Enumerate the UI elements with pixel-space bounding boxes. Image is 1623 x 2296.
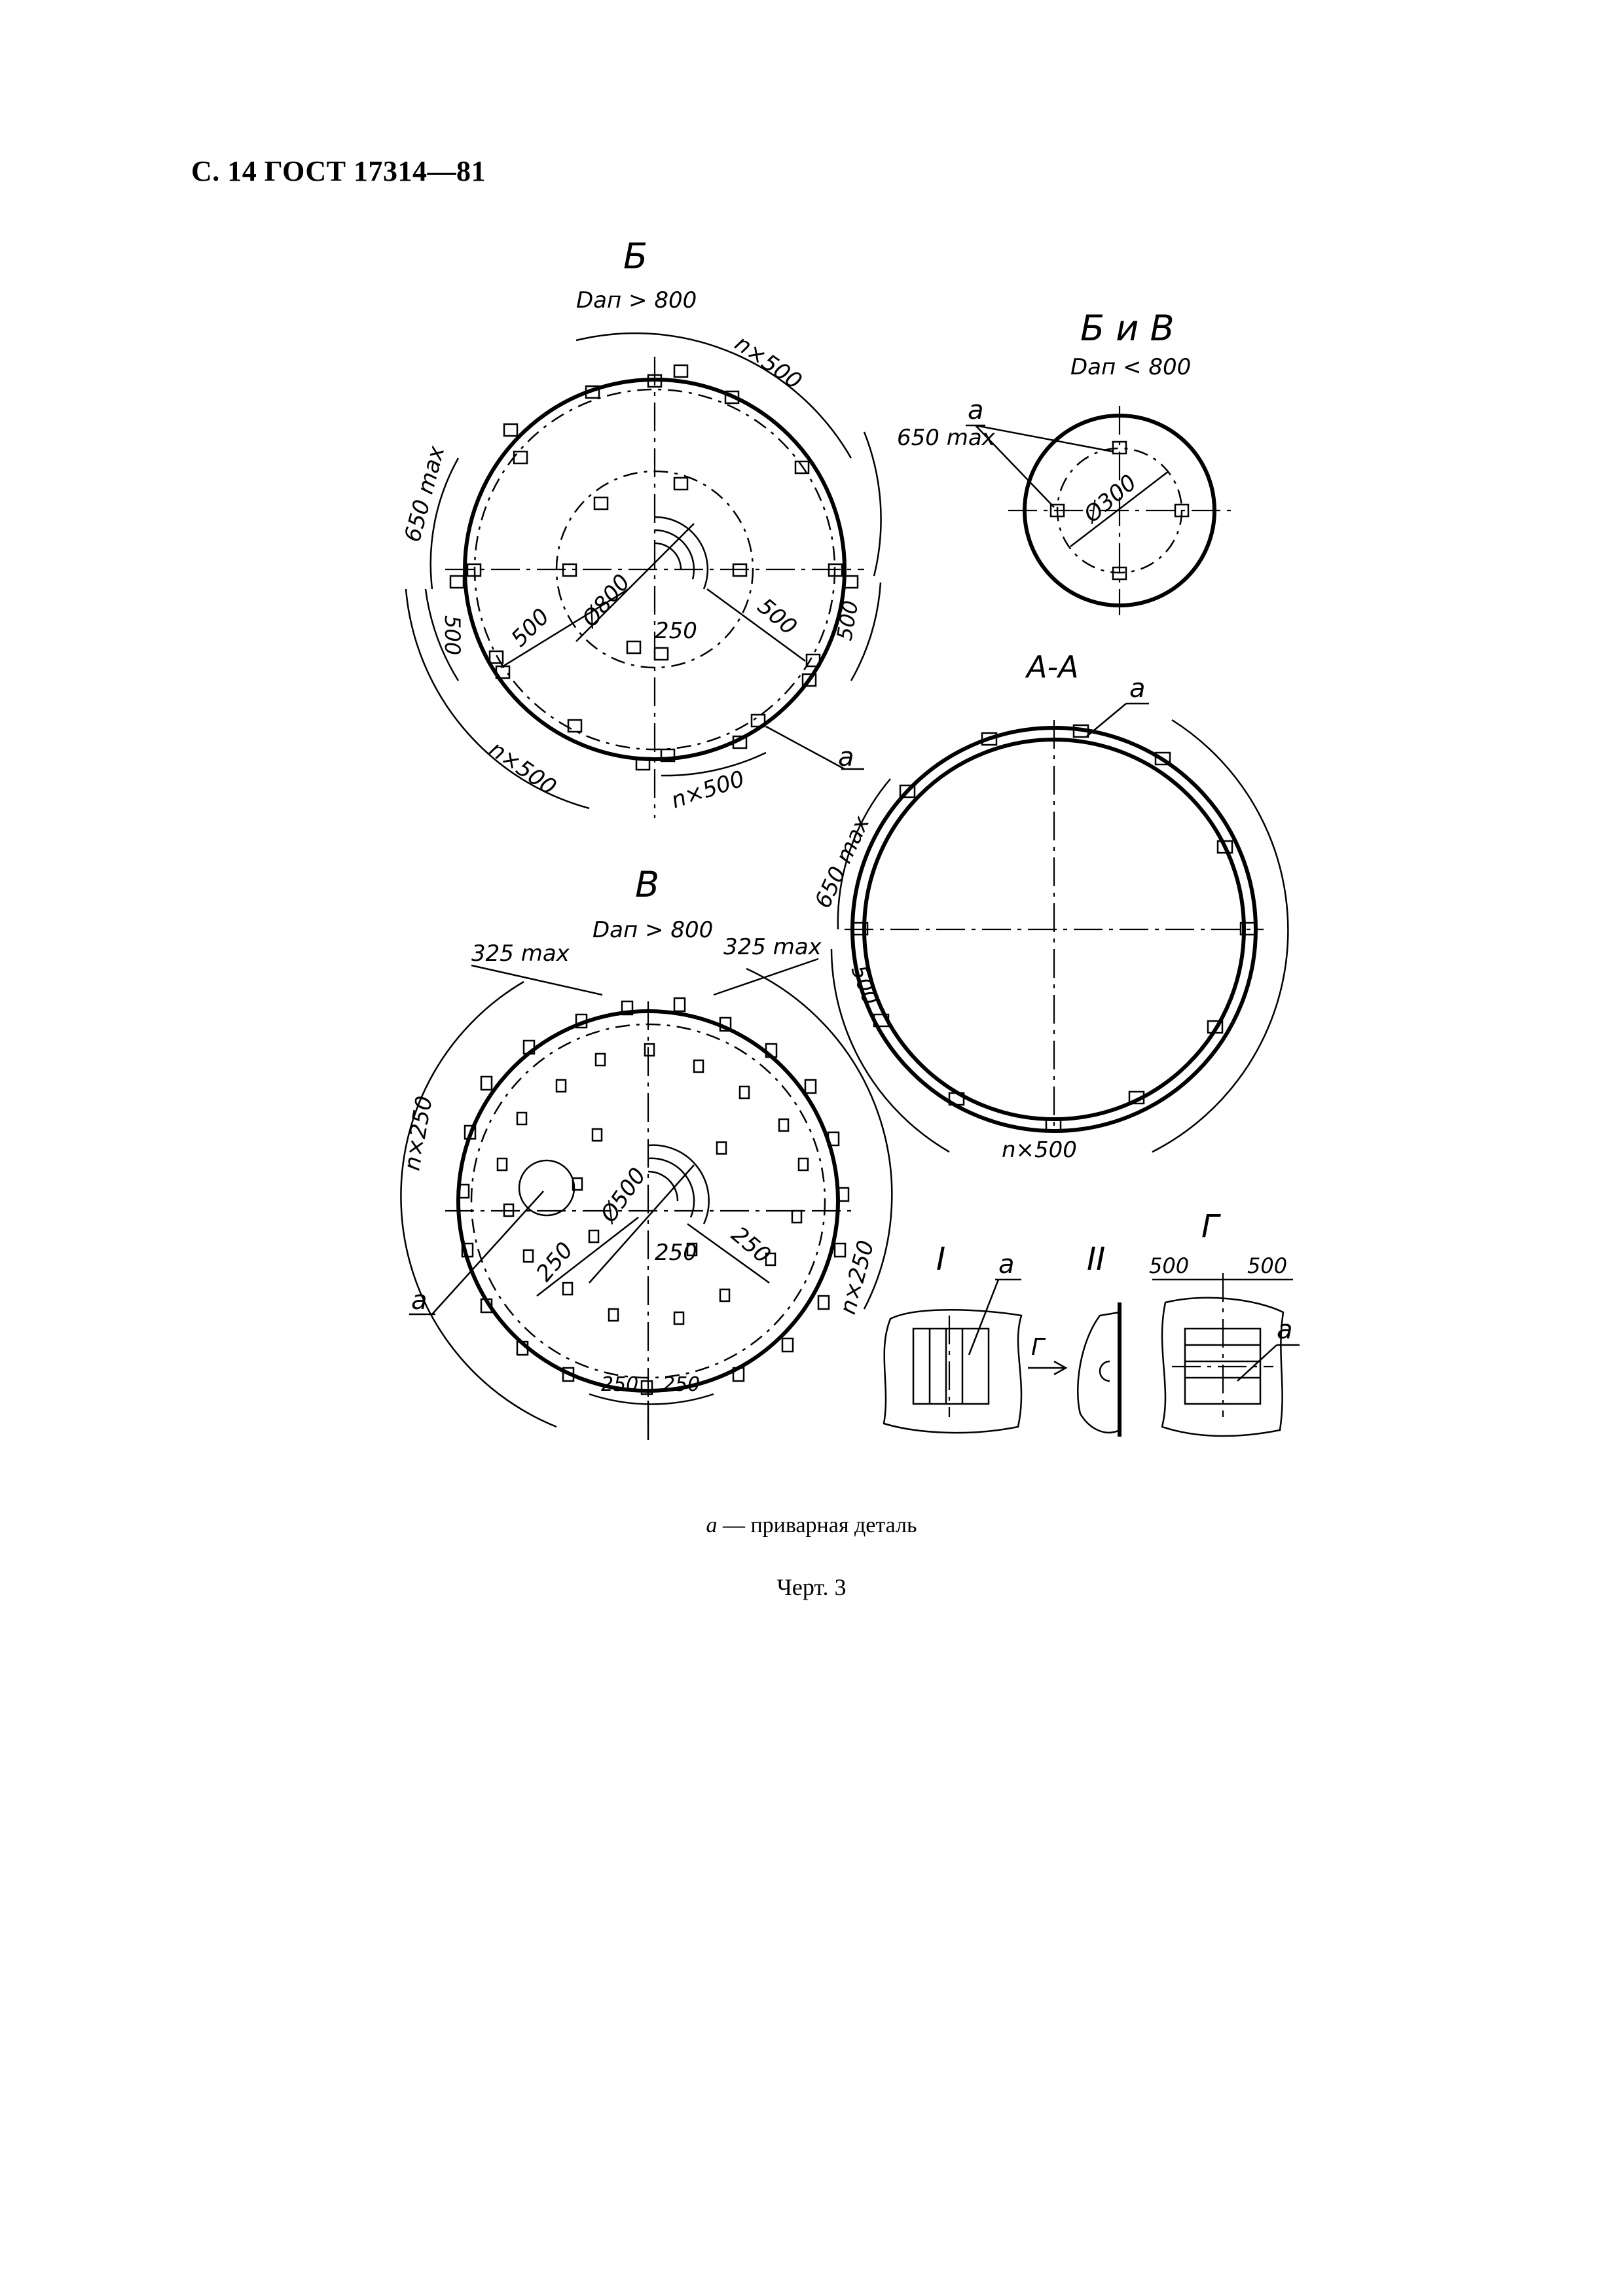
view-b-dim-650-left: 650 max	[399, 443, 450, 545]
view-b-leader-a	[766, 726, 845, 769]
section-aa-leader-a	[1087, 704, 1126, 736]
view-bv-label-a: а	[968, 395, 984, 425]
view-b-dim-500-left-inner: 500	[506, 603, 555, 653]
section-aa-dim-n500: n×500	[1002, 1137, 1077, 1163]
section-aa	[810, 649, 1288, 1163]
section-aa-dim-500: 500	[846, 961, 884, 1009]
view-bv-title: Б и В	[1080, 308, 1175, 349]
detail-one	[884, 1241, 1021, 1433]
section-aa-dim-650: 650 max	[809, 812, 875, 912]
detail-one-label-a: а	[998, 1249, 1015, 1280]
legend-letter: а	[706, 1513, 718, 1537]
view-b-dim-n500-bottom: n×500	[668, 765, 748, 814]
detail-one-title: I	[936, 1241, 946, 1278]
view-bv-dim-d300: Ø300	[1079, 469, 1142, 528]
detail-two	[1028, 1241, 1120, 1437]
view-v-leader-325-left	[471, 965, 602, 995]
page-header: С. 14 ГОСТ 17314—81	[191, 155, 486, 187]
detail-g-label-a: а	[1277, 1315, 1293, 1345]
detail-g	[1149, 1208, 1300, 1436]
view-v-hole	[519, 1160, 574, 1215]
detail-one-plate	[913, 1329, 989, 1404]
view-bv-small	[966, 308, 1231, 615]
view-v-hub	[648, 1145, 709, 1224]
view-b-dim-250: 250	[655, 618, 697, 644]
view-v-leader-a	[432, 1191, 543, 1314]
legend	[0, 1513, 1623, 1538]
view-b	[399, 236, 996, 818]
view-b-dim-500-right-inner: 500	[752, 593, 802, 641]
view-v-dim-n250-left: n×250	[399, 1094, 438, 1173]
section-aa-label-a: а	[1129, 673, 1146, 704]
detail-two-arrow-label: Г	[1031, 1334, 1045, 1361]
view-v-title: В	[635, 864, 660, 905]
detail-two-title: II	[1087, 1241, 1106, 1278]
section-aa-title: А-А	[1027, 649, 1079, 685]
detail-two-outline	[1078, 1312, 1120, 1433]
view-b-dim-arc-n500-top	[576, 330, 851, 458]
detail-one-leader-a	[969, 1280, 998, 1355]
view-b-dim-650-right: 650 max	[897, 425, 995, 451]
view-v-dim-325-right: 325 max	[723, 934, 822, 960]
view-b-hub	[655, 517, 708, 589]
view-v-dim-325-left: 325 max	[471, 941, 570, 967]
view-v-leader-325-right	[714, 959, 818, 995]
section-aa-dim-arc-bottom-left	[831, 949, 949, 1152]
view-b-dim-500-left-outer: 500	[440, 615, 465, 656]
view-bv-condition: Dап < 800	[1070, 354, 1192, 380]
view-b-label-a: а	[838, 742, 854, 772]
detail-g-dim-500-right: 500	[1247, 1253, 1288, 1278]
view-v-dim-250-right: 250	[726, 1221, 776, 1269]
section-aa-dim-arc-right	[1152, 720, 1288, 1152]
view-v-dim-n250-right: n×250	[835, 1237, 880, 1318]
view-b-dim-arc-650-right	[864, 432, 881, 576]
view-v-plates	[458, 998, 848, 1394]
view-b-dim-d800: Ø800	[577, 569, 636, 632]
view-b-dim-n500-top: n×500	[729, 330, 807, 395]
legend-text: — приварная деталь	[717, 1513, 917, 1537]
view-v	[399, 864, 892, 1440]
figure-number: Черт. 3	[776, 1574, 847, 1600]
detail-g-title: Г	[1201, 1208, 1219, 1245]
view-b-dim-arc-n500-bottom-left	[406, 589, 589, 808]
view-b-condition: Dап > 800	[576, 287, 697, 314]
view-b-title: Б	[623, 236, 648, 277]
view-v-dim-250-center: 250	[655, 1240, 697, 1266]
view-v-dim-250-bottom-right: 250	[663, 1373, 701, 1396]
view-v-label-a: а	[411, 1285, 428, 1316]
view-v-dim-d500: Ø500	[595, 1163, 651, 1228]
detail-g-leader-a	[1237, 1345, 1277, 1381]
view-b-dim-500-right-outer: 500	[831, 598, 864, 643]
view-v-condition: Dап > 800	[593, 917, 714, 943]
view-v-dim-250-left: 250	[531, 1237, 579, 1287]
view-v-dim-250-bottom-left: 250	[601, 1373, 639, 1396]
detail-g-dim-500-left: 500	[1149, 1253, 1190, 1278]
view-b-dim-n500-bottom-left: n×500	[484, 736, 561, 801]
